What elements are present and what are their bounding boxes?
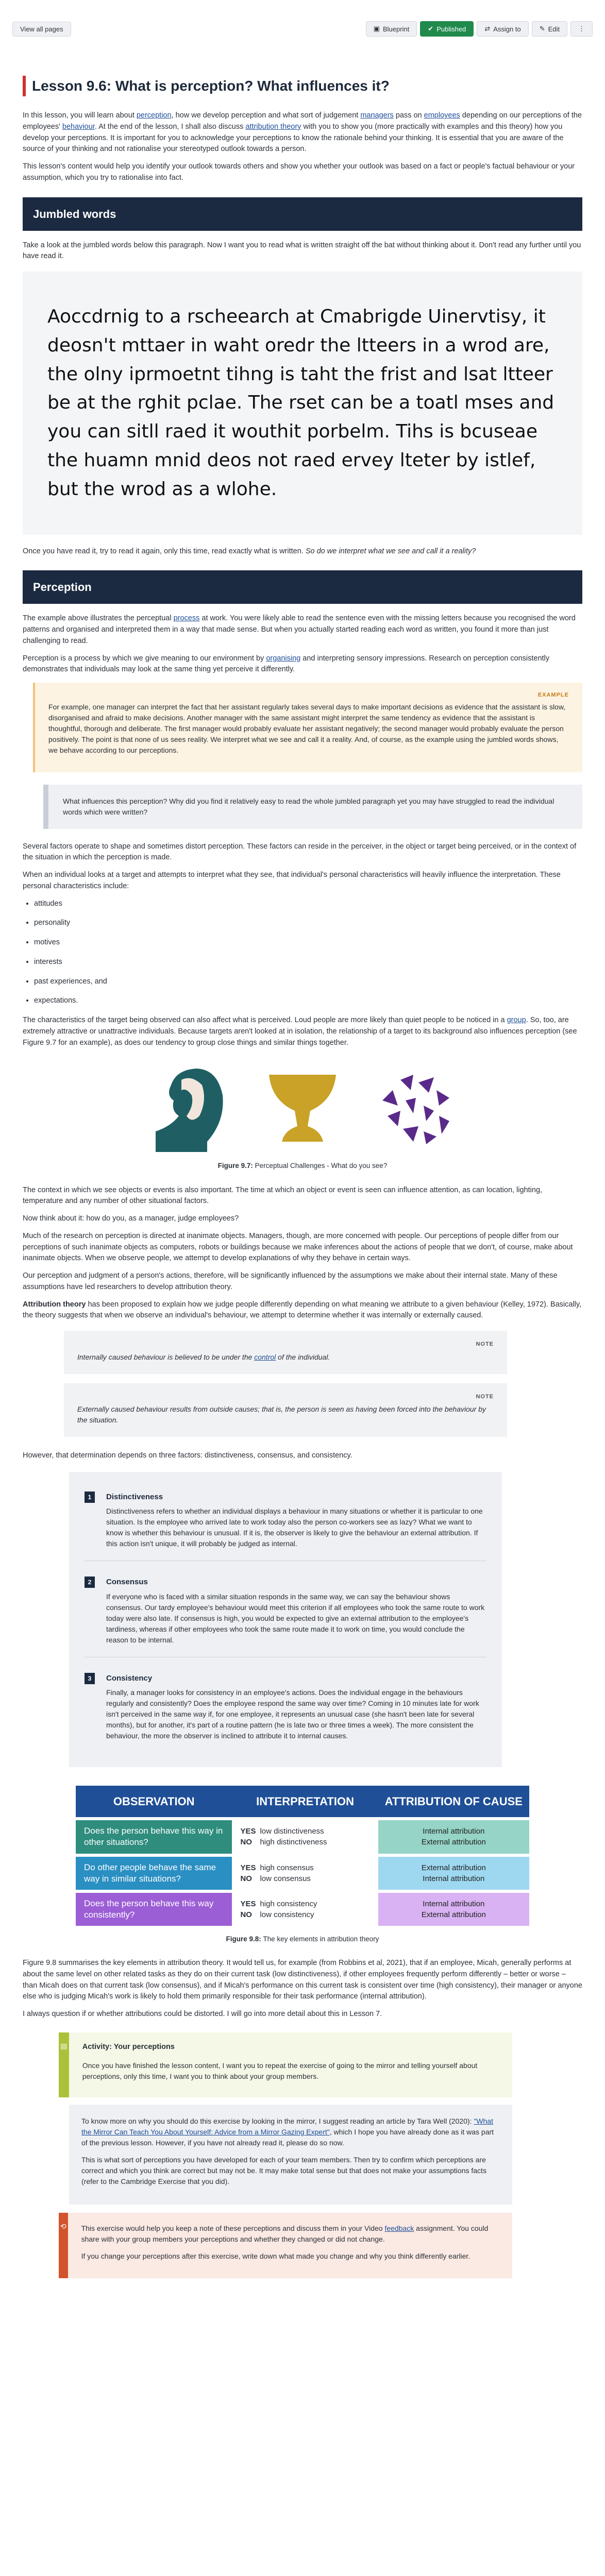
personal-characteristics-list: [34, 899, 582, 1007]
pencil-icon: ✎: [539, 25, 545, 32]
intro-paragraph-2: This lesson's content would help you identify your outlook towards others and show you whether your outlook was based on a fact or people's factual behaviour or your assumption, which you try to rationalise into fact.: [23, 162, 575, 182]
factor-text: If everyone who is faced with a similar situation responds in the same way, we can say the behaviour shows consensus. Our tardy employee's behaviour would meet this criterion if all employees who took the same route to work today were also late. If consensus is high, you would be expected to give an external attribution to the employee's tardiness, whereas if other employees who took the same route made it to work on time, you would conclude the reason to be internal.: [106, 1592, 485, 1644]
edit-label: Edit: [548, 25, 560, 33]
factor-title: Distinctiveness: [106, 1492, 163, 1501]
feedback-callout: [59, 2213, 512, 2278]
perception-paragraph-7: Now think about it: how do you, as a manager, judge employees?: [23, 1214, 239, 1223]
page-title: Lesson 9.6: What is perception? What influences it?: [32, 78, 390, 94]
jumbled-followup: [23, 546, 582, 557]
caption-text: Perceptual Challenges - What do you see?: [253, 1162, 388, 1170]
interpretation-cell: [232, 1893, 378, 1926]
interpretation-cell: [232, 1857, 378, 1890]
article-link[interactable]: "What the Mirror Can Teach You About Yourself: Advice from a Mirror Gazing Expert": [81, 2116, 493, 2136]
interpretation-no: low consistency: [260, 1910, 314, 1919]
intro-text: In this lesson, you will learn about: [23, 111, 137, 120]
clipboard-icon: ▤: [60, 2041, 68, 2050]
intro-paragraph-1: [23, 110, 582, 155]
observation-cell: Do other people behave the same way in similar situations?: [76, 1857, 232, 1890]
top-toolbar: [0, 0, 605, 46]
glossary-link-feedback[interactable]: feedback: [384, 2224, 414, 2232]
jumbled-instruction: Take a look at the jumbled words below this paragraph. Now I want you to read what is written straight off the bat without thinking about it. Don't read any further until you have read it.: [23, 241, 581, 261]
glossary-link-group[interactable]: group: [507, 1016, 526, 1025]
figure-9-7: [23, 1062, 582, 1155]
face-vase-illusion-image: [150, 1064, 228, 1152]
published-button[interactable]: [420, 21, 474, 37]
interpretation-cell: [232, 1820, 378, 1853]
caption-text: The key elements in attribution theory: [261, 1935, 379, 1943]
factor-number: 1: [85, 1492, 95, 1503]
note-callout-internal: [64, 1331, 507, 1374]
info-text: To know more on why you should do this exercise by looking in the mirror, I suggest reading an article by Tara Well (2020):: [81, 2116, 474, 2125]
info-paragraph-2: This is what sort of perceptions you have developed for each of your team members. Then try to confirm which perceptions are correct and which you think are correct but may not be. It may make total sense but that does not make your assumptions facts (refer to the Cambridge Exercise that you did).: [81, 2155, 486, 2185]
attribution-no: Internal attribution: [423, 1874, 485, 1883]
observation-cell: Does the person behave this way in other situations?: [76, 1820, 232, 1853]
glossary-link-behaviour[interactable]: behaviour: [62, 122, 95, 131]
blueprint-label: Blueprint: [382, 25, 410, 33]
table-row: [76, 1820, 529, 1853]
factor-number: 3: [85, 1673, 95, 1684]
assign-label: Assign to: [493, 25, 521, 33]
jumbled-text-box: [23, 272, 582, 535]
title-accent-bar: [23, 76, 26, 96]
factor-consistency: [85, 1668, 486, 1753]
info-paragraph-1: [81, 2116, 500, 2148]
figure-9-8-caption: [23, 1934, 582, 1944]
note-label: NOTE: [476, 1341, 494, 1348]
note-text-part: Internally caused behaviour is believed to be under the: [77, 1352, 255, 1361]
factor-text: Finally, a manager looks for consistency in an employee's actions. Does the individual engage in the behaviours regularly and consistently? Does the employee respond the same way over time? Coming in 10 minutes late for work isn't perceived in the same way if, for one employee, it represents an unusual case (she hasn't been late for several months), but for another, it's part of a routine pattern (he is late two or three times a week). The more consistent the behaviour, the more the observer is inclined to attribute it to internal causes.: [106, 1688, 479, 1740]
table-header-row: [76, 1786, 529, 1817]
interpretation-yes: low distinctiveness: [260, 1827, 324, 1836]
yes-label: YES: [240, 1899, 256, 1908]
section-heading-jumbled-words: Jumbled words: [23, 197, 582, 231]
factor-consensus: [85, 1571, 486, 1657]
note-text-part: of the individual.: [276, 1352, 330, 1361]
attribution-yes: Internal attribution: [423, 1827, 485, 1836]
attribution-yes: Internal attribution: [423, 1899, 485, 1908]
glossary-link-employees[interactable]: employees: [424, 111, 460, 120]
glossary-link-perception[interactable]: perception: [136, 111, 172, 120]
interpretation-yes: high consistency: [260, 1899, 317, 1908]
para-text: The characteristics of the target being observed can also affect what is perceived. Loud people are more likely than quiet people to be noticed in a: [23, 1016, 507, 1025]
para-text: The example above illustrates the perceptual: [23, 614, 174, 623]
note-text: [77, 1352, 494, 1363]
page-actions: [366, 21, 593, 37]
feedback-paragraph-2: If you change your perceptions after this exercise, write down what made you change and why you think differently earlier.: [81, 2251, 470, 2260]
perception-paragraph-10: [23, 1299, 582, 1322]
glossary-link-control[interactable]: control: [254, 1352, 276, 1361]
view-all-pages-button[interactable]: [12, 22, 71, 37]
glossary-link-process[interactable]: process: [173, 614, 200, 623]
intro-text: with you to show you (more practically with examples and this theory) how you develop your perceptions. It is important for you to acknowledge your perceptions to know the rationale behind your thinking. It is essential that you are aware of the source of your thinking and not rationalise your stereotyped outlook towards a person.: [23, 122, 564, 154]
followup-question: So do we interpret what we see and call it a reality?: [305, 547, 476, 555]
activity-callout: [59, 2032, 512, 2097]
blueprint-icon: ▣: [373, 25, 380, 32]
loop-icon: ⟲: [60, 2222, 66, 2230]
para-text: has been proposed to explain how we judge people differently depending on what meaning we attribute to a given behaviour (Kelley, 1972). Basically, the theory suggests that when we observe an individual's behaviour, we attempt to determine whether it was internally or externally caused.: [23, 1300, 582, 1320]
para-text: at work. You were likely able to read the sentence even with the missing letters because you recognised the word patterns and organised and interpreted them in a way that made sense. But when you actually started reading each word as written, you found it more than just challenging to read.: [23, 614, 576, 645]
yes-label: YES: [240, 1827, 256, 1836]
list-item: • past experiences, and: [34, 976, 582, 988]
attribution-factors-list: [69, 1472, 502, 1768]
attribution-cell: [378, 1820, 529, 1853]
blueprint-button[interactable]: [366, 21, 417, 37]
para-text: . So, too, are extremely attractive or unattractive individuals. Because targets aren't looked at in isolation, the relationship of a target to its background also influences perception (see Figure 9.7 for an example), as does our tendency to group close things and similar things together.: [23, 1016, 577, 1047]
activity-sidebar: [59, 2032, 69, 2097]
closing-paragraph-2: I always question if or whether attributions could be distorted. I will go into more detail about this in Lesson 7.: [23, 2010, 382, 2019]
glossary-link-organising[interactable]: organising: [266, 654, 301, 663]
activity-title: Activity: Your perceptions: [82, 2042, 175, 2051]
factor-distinctiveness: [85, 1486, 486, 1562]
info-text: , which I hope you have already done as it was part of the previous lesson. However, if you have not already read it, please do so now.: [81, 2127, 494, 2147]
interpretation-no: low consensus: [260, 1874, 311, 1883]
assign-to-button[interactable]: [477, 21, 528, 37]
reflection-question: What influences this perception? Why did you find it relatively easy to read the whole jumbled paragraph yet you may have struggled to read the individual words which were written?: [63, 796, 554, 816]
section-heading-perception: Perception: [23, 570, 582, 604]
more-options-button[interactable]: [570, 21, 593, 37]
list-item: • personality: [34, 918, 582, 929]
attribution-no: External attribution: [421, 1910, 486, 1919]
para-text: and interpreting sensory impressions. Research on perception consistently demonstrates that individuals may look at the same thing yet perceive it differently.: [23, 654, 550, 674]
perception-paragraph-3: Several factors operate to shape and sometimes distort perception. These factors can reside in the perceiver, in the object or target being perceived, or in the context of the situation in which the perception is made.: [23, 842, 577, 862]
hidden-shape-illusion-image: [377, 1070, 455, 1147]
attribution-cell: [378, 1857, 529, 1890]
feedback-sidebar: [59, 2213, 68, 2278]
intro-text: depending on our perceptions of the employees': [23, 111, 582, 131]
intro-text: . At the end of the lesson, I shall also discuss: [94, 122, 246, 131]
note-callout-external: [64, 1383, 507, 1437]
column-header: OBSERVATION: [76, 1786, 232, 1817]
attribution-yes: External attribution: [421, 1863, 486, 1872]
no-label: NO: [240, 1838, 252, 1847]
column-header: INTERPRETATION: [232, 1786, 378, 1817]
feedback-text: This exercise would help you keep a note of these perceptions and discuss them in your Video: [81, 2224, 385, 2232]
feedback-text: assignment. You could share with your group members your perceptions and whether they changed or did not change.: [81, 2224, 489, 2243]
check-circle-icon: ✔: [428, 25, 434, 32]
glossary-link-attribution-theory[interactable]: attribution theory: [245, 122, 301, 131]
closing-paragraph-1: Figure 9.8 summarises the key elements in attribution theory. It would tell us, for example (from Robbins et al, 2021), that if an employee, Micah, generally performs at about the same level on other related tasks as they do on their current task (low distinctiveness), if other employees frequently perform differently – better or worse – than Micah does on that current task (low consensus), and if Micah's performance on this current task is consistent over time (high consistency), their manager or anyone else who is judging Micah's work is likely to hold them primarily responsible for their task performance (internal attribution).: [23, 1959, 582, 2001]
published-label: Published: [436, 25, 466, 33]
lesson-title-block: [23, 75, 582, 97]
column-header: ATTRIBUTION OF CAUSE: [378, 1786, 529, 1817]
attribution-theory-table: [76, 1783, 529, 1929]
activity-text: Once you have finished the lesson content, I want you to repeat the exercise of going to the mirror and telling yourself about perceptions, only this time, I want you to think about your group members.: [82, 2061, 478, 2080]
list-item: • attitudes: [34, 899, 582, 910]
interpretation-yes: high consensus: [260, 1863, 314, 1872]
feedback-paragraph-1: [81, 2223, 499, 2245]
reflection-question-box: [43, 785, 582, 829]
followup-text: Once you have read it, try to read it again, only this time, read exactly what is written.: [23, 547, 306, 555]
caption-label: Figure 9.7:: [217, 1162, 253, 1170]
perception-paragraph-9: Our perception and judgment of a person's actions, therefore, will be significantly influenced by the assumptions we make about their internal state. Many of these assumptions have led researchers to develop attribution theory.: [23, 1272, 558, 1291]
glossary-link-managers[interactable]: managers: [360, 111, 394, 120]
perception-paragraph-4: When an individual looks at a target and attempts to interpret what they see, that individual's personal characteristics will heavily influence the interpretation. These personal characteristics include:: [23, 871, 561, 890]
activity-body: [69, 2032, 512, 2097]
factor-title: Consistency: [106, 1673, 153, 1683]
attribution-cell: [378, 1893, 529, 1926]
perception-paragraph-2: [23, 653, 582, 676]
reading-info-box: [69, 2105, 512, 2205]
perception-paragraph-1: [23, 613, 582, 647]
perception-paragraph-11: However, that determination depends on three factors: distinctiveness, consensus, and consistency.: [23, 1451, 352, 1460]
more-options-icon: ⋮: [578, 25, 585, 32]
view-all-pages-label: View all pages: [20, 25, 63, 33]
list-item: • interests: [34, 957, 582, 968]
attribution-no: External attribution: [421, 1838, 486, 1847]
list-item: • motives: [34, 937, 582, 948]
goblet-illusion-image: [264, 1070, 341, 1147]
example-text: For example, one manager can interpret the fact that her assistant regularly takes several days to make important decisions as evidence that the assistant is slow, disorganised and afraid to make decisions. Another manager with the same assistant might interpret the same tendency as evidence that the assistant is thoughtful, thorough and deliberate. The first manager would probably evaluate her assistant negatively; the second manager would probably evaluate the person positively. The point is that none of us sees reality. We interpret what we see and call it a reality. And, of course, as the example using the jumbled words shows, we behave according to our perceptions.: [48, 702, 566, 754]
feedback-body: [68, 2213, 512, 2278]
table-row: [76, 1893, 529, 1926]
note-label: NOTE: [476, 1393, 494, 1400]
yes-label: YES: [240, 1863, 256, 1872]
jumbled-text: Aoccdrnig to a rscheearch at Cmabrigde Uinervtisy, it deosn't mttaer in waht oredr the ltteers in a wrod are, the olny iprmoetnt tihng is taht the frist and lsat ltteer be at the rghit pclae. The rset can be a toatl mses and you can sitll raed it wouthit porbelm. Tihs is bcuseae the huamn mnid deos not raed ervey lteter by istlef, but the wrod as a wlohe.: [47, 306, 554, 500]
perception-paragraph-6: The context in which we see objects or events is also important. The time at which an object or event is seen can influence attention, as can location, lighting, temperature and any number of other situational factors.: [23, 1185, 543, 1206]
term-attribution-theory: Attribution theory: [23, 1300, 86, 1309]
note-text: Externally caused behaviour results from outside causes; that is, the person is seen as having been forced into the behaviour by the situation.: [77, 1405, 486, 1425]
interpretation-no: high distinctiveness: [260, 1838, 327, 1847]
lesson-content: [0, 75, 605, 2278]
edit-button[interactable]: [532, 21, 567, 37]
intro-text: , how we develop perception and what sort of judgement: [171, 111, 361, 120]
para-text: Perception is a process by which we give meaning to our environment by: [23, 654, 266, 663]
observation-cell: Does the person behave this way consistently?: [76, 1893, 232, 1926]
figure-9-7-caption: [23, 1161, 582, 1171]
example-label: EXAMPLE: [537, 692, 569, 699]
example-callout: [33, 683, 582, 772]
intro-text: pass on: [393, 111, 424, 120]
no-label: NO: [240, 1910, 252, 1919]
perception-paragraph-5: [23, 1015, 582, 1048]
table-row: [76, 1857, 529, 1890]
perception-paragraph-8: Much of the research on perception is directed at inanimate objects. Managers, though, are more concerned with people. Our perceptions of people differ from our perceptions of such inanimate objects as computers, robots or buildings because we make inferences about the actions of people that we don't, of course, make about inanimate objects. When we observe people, we attempt to develop explanations of why they behave in certain ways.: [23, 1231, 573, 1263]
no-label: NO: [240, 1874, 252, 1883]
caption-label: Figure 9.8:: [226, 1935, 261, 1943]
list-item: • expectations.: [34, 995, 582, 1007]
factor-title: Consensus: [106, 1578, 148, 1587]
assign-icon: ⇄: [484, 25, 491, 32]
factor-number: 2: [85, 1577, 95, 1588]
factor-text: Distinctiveness refers to whether an individual displays a behaviour in many situations or whether it is particular to one situation. Is the employee who arrived late to work today also the person co-workers see as lazy? What we want to know is whether this behaviour is unusual. If it is, the observer is likely to give the behaviour an external attribution. If this action isn't unique, it will probably be judged as internal.: [106, 1507, 483, 1548]
